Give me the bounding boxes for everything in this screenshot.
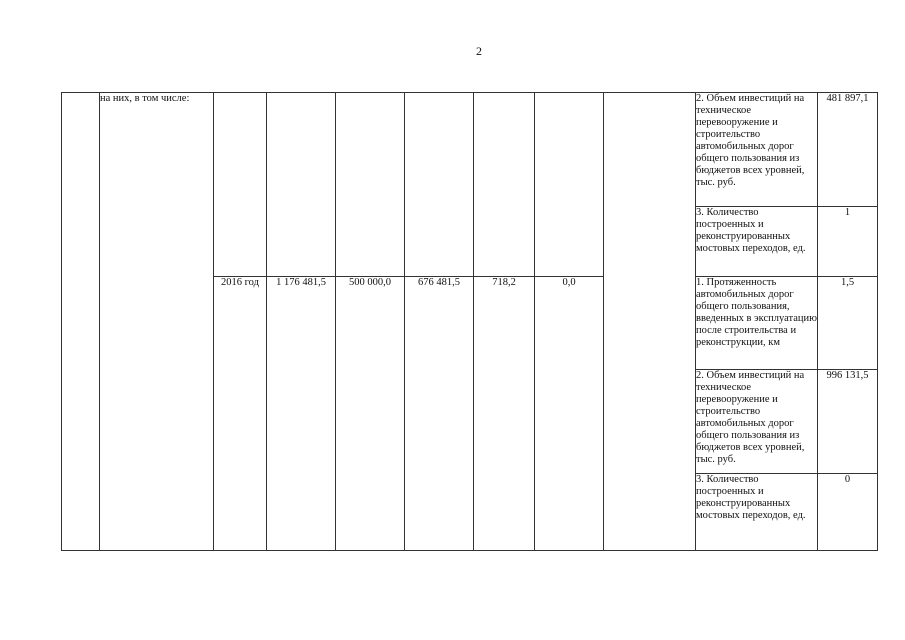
value-cell: 500 000,0 [336, 277, 405, 551]
empty-value-cell [474, 93, 535, 277]
indicator-text: 3. Количество построенных и реконструированных мостовых переходов, ед. [696, 474, 818, 551]
indicator-value: 996 131,5 [818, 370, 878, 474]
indicator-value: 481 897,1 [818, 93, 878, 207]
value-cell: 718,2 [474, 277, 535, 551]
indicator-text: 2. Объем инвестиций на техническое перевооружение и строительство автомобильных дорог общего пользования из бюджетов всех уровней, тыс. руб. [696, 93, 818, 207]
row-label-cell: на них, в том числе: [100, 93, 214, 551]
indicator-text: 3. Количество построенных и реконструированных мостовых переходов, ед. [696, 207, 818, 277]
indicator-value: 1 [818, 207, 878, 277]
period-cell: 2016 год [214, 277, 267, 551]
empty-period-cell [214, 93, 267, 277]
page-number: 2 [476, 44, 482, 58]
program-table [61, 92, 878, 551]
value-cell: 0,0 [535, 277, 604, 551]
empty-value-cell [405, 93, 474, 277]
indicator-value: 1,5 [818, 277, 878, 370]
total-value-cell: 1 176 481,5 [267, 277, 336, 551]
index-cell [62, 93, 100, 551]
empty-value-cell [336, 93, 405, 277]
value-cell: 676 481,5 [405, 277, 474, 551]
empty-value-cell [535, 93, 604, 277]
empty-column-cell [604, 93, 696, 551]
indicator-value: 0 [818, 474, 878, 551]
table-row [62, 93, 878, 207]
indicator-text: 1. Протяженность автомобильных дорог общего пользования, введенных в эксплуатацию после строительства и реконструкции, км [696, 277, 818, 370]
empty-value-cell [267, 93, 336, 277]
indicator-text: 2. Объем инвестиций на техническое перевооружение и строительство автомобильных дорог общего пользования из бюджетов всех уровней, тыс. руб. [696, 370, 818, 474]
